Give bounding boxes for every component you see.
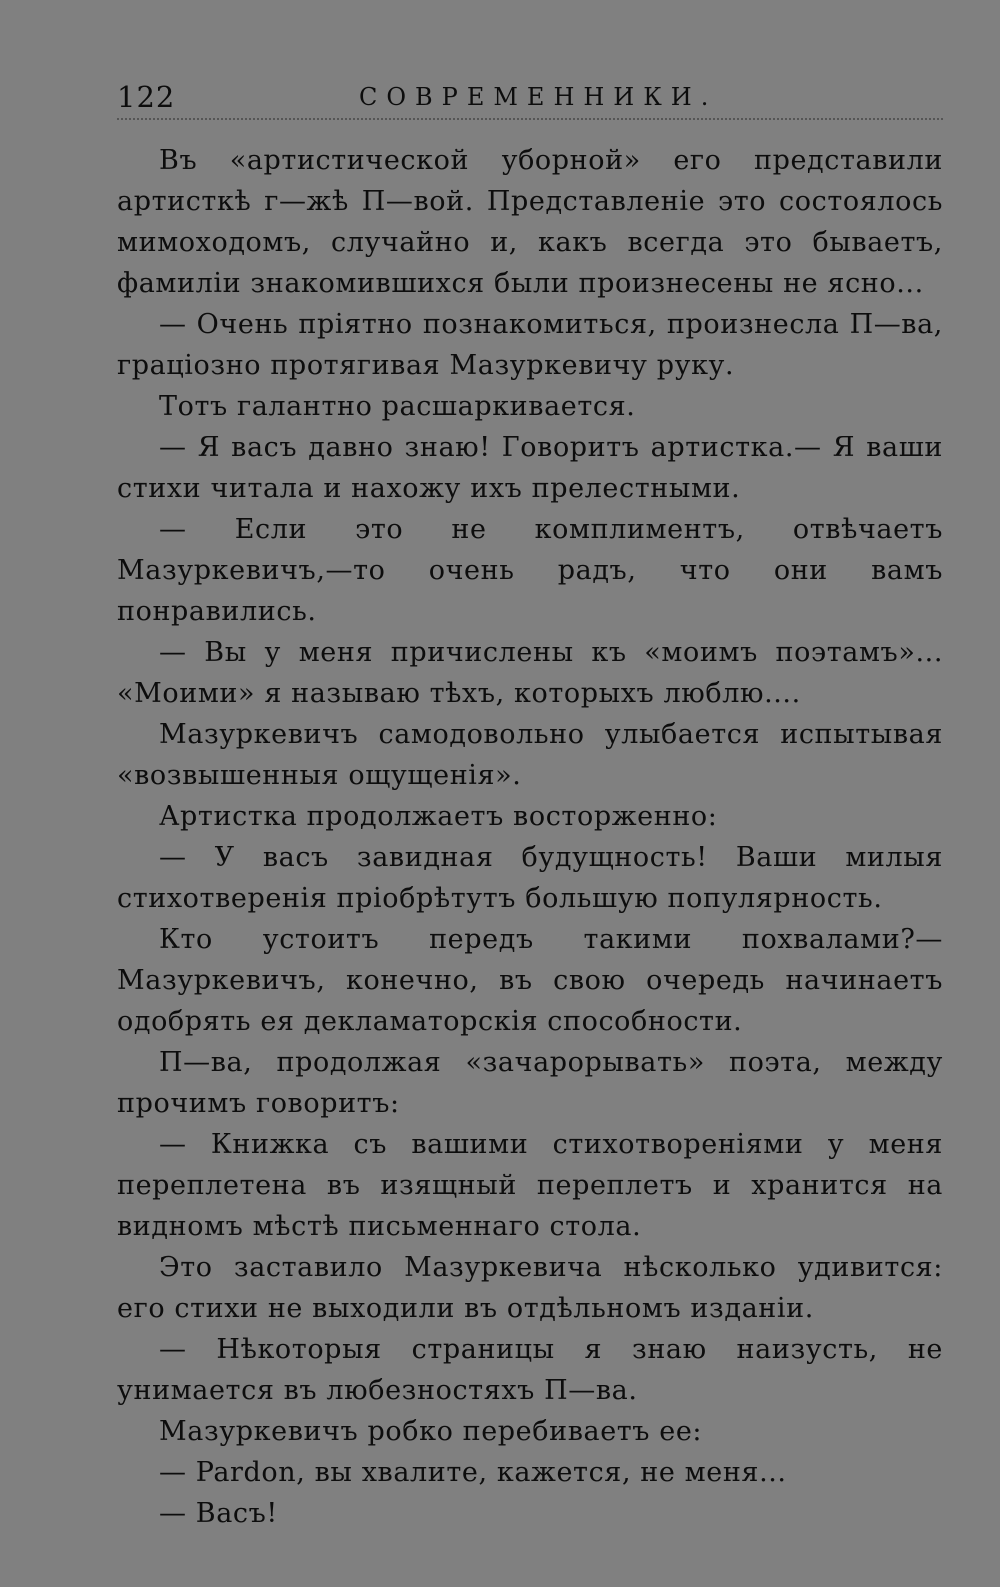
paragraph: — Я васъ давно знаю! Говоритъ артистка.— Я ваши стихи читала и нахожу ихъ прелестными. xyxy=(117,432,943,504)
paragraph: Это заставило Мазуркевича нѣсколько удивится: его стихи не выходили въ отдѣльномъ изданіи. xyxy=(117,1252,943,1324)
paragraph: Артистка продолжаетъ восторженно: xyxy=(159,801,718,832)
body-text xyxy=(117,140,943,1534)
header-rule xyxy=(117,118,943,120)
running-title: СОВРЕМЕННИКИ. xyxy=(359,83,718,111)
paragraph: — Васъ! xyxy=(159,1498,278,1529)
paragraph: — Книжка съ вашими стихотвореніями у меня переплетена въ изящный переплетъ и хранится на видномъ мѣстѣ письменнаго стола. xyxy=(117,1129,943,1242)
paragraph: Въ «артистической уборной» его представили артисткѣ г—жѣ П—вой. Представленіе это состоялось мимоходомъ, случайно и, какъ всегда это бываетъ, фамиліи знакомившихся были произнесены не ясно... xyxy=(117,145,943,299)
paragraph: П—ва, продолжая «зачарорывать» поэта, между прочимъ говоритъ: xyxy=(117,1047,943,1119)
book-page xyxy=(117,78,943,1578)
page-number: 122 xyxy=(117,80,176,114)
paragraph: Кто устоитъ передъ такими похвалами?—Мазуркевичъ, конечно, въ свою очередь начинаетъ одобрять ея декламаторскія способности. xyxy=(117,924,943,1037)
paragraph: Тотъ галантно расшаркивается. xyxy=(159,391,636,422)
paragraph: — Нѣкоторыя страницы я знаю наизусть, не унимается въ любезностяхъ П—ва. xyxy=(117,1334,943,1406)
paragraph: — У васъ завидная будущность! Ваши милыя стихотверенія пріобрѣтутъ большую популярность. xyxy=(117,842,943,914)
paragraph: — Pardon, вы хвалите, кажется, не меня... xyxy=(159,1457,787,1488)
paragraph: — Если это не комплиментъ, отвѣчаетъ Мазуркевичъ,—то очень радъ, что они вамъ понравились. xyxy=(117,514,943,627)
page-header xyxy=(117,78,943,116)
paragraph: Мазуркевичъ самодовольно улыбается испытывая «возвышенныя ощущенія». xyxy=(117,719,943,791)
paragraph: Мазуркевичъ робко перебиваетъ ее: xyxy=(159,1416,703,1447)
paragraph: — Вы у меня причислены къ «моимъ поэтамъ»... «Моими» я называю тѣхъ, которыхъ люблю.... xyxy=(117,637,943,709)
paragraph: — Очень пріятно познакомиться, произнесла П—ва, граціозно протягивая Мазуркевичу руку. xyxy=(117,309,943,381)
